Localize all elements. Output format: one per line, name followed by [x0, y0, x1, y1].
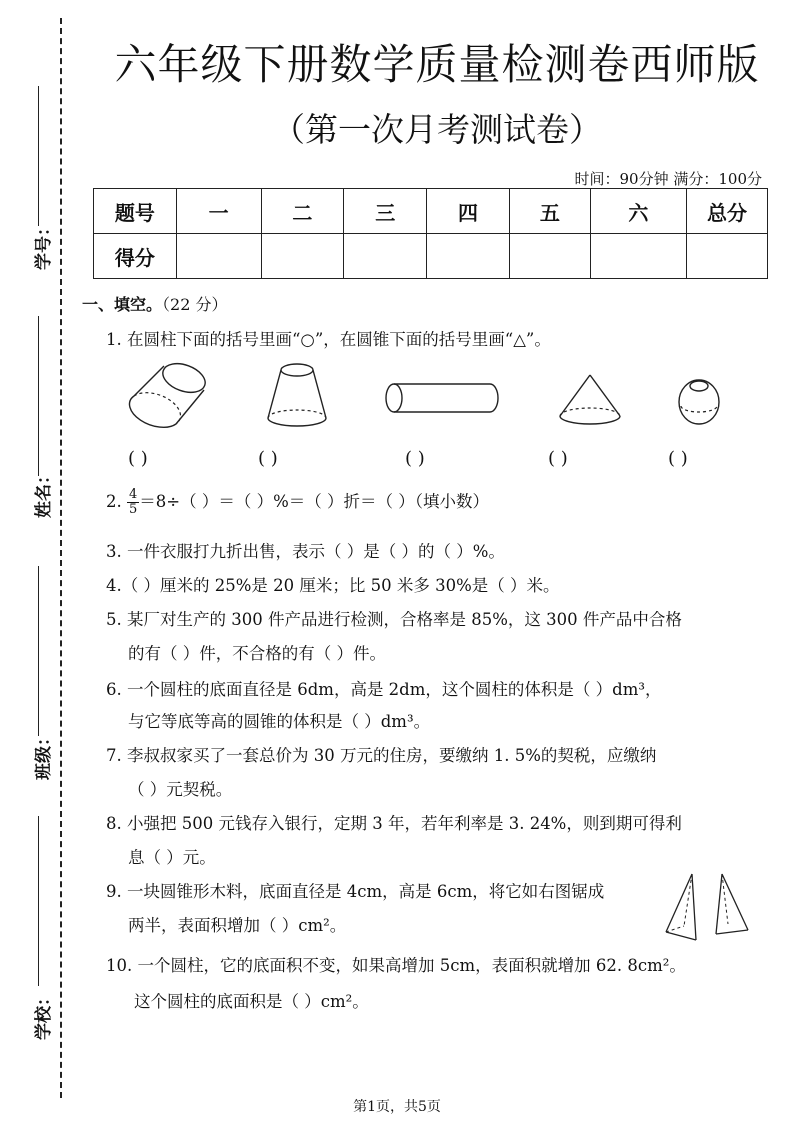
question-8-line-1: 8. 小强把 500 元钱存入银行，定期 3 年，若年利率是 3. 24%，则到期可得利: [106, 814, 682, 833]
page-footer: 第1页，共5页: [353, 1099, 441, 1115]
score-header-cell: 五: [509, 189, 590, 234]
score-cell: [261, 234, 344, 279]
answer-paren-2[interactable]: ( ): [258, 448, 278, 469]
name-line: [38, 316, 39, 476]
score-cell: [509, 234, 590, 279]
score-table-header-row: [94, 189, 768, 234]
score-cell: [590, 234, 686, 279]
score-header-cell: 二: [261, 189, 344, 234]
horizontal-cylinder-figure: [382, 378, 502, 418]
score-header-cell: 六: [590, 189, 686, 234]
question-5-line-1: 5. 某厂对生产的 300 件产品进行检测，合格率是 85%，这 300 件产品中合格: [106, 610, 682, 629]
question-5-line-2: 的有（ ）件，不合格的有（ ）件。: [128, 644, 386, 663]
question-6-line-2: 与它等底等高的圆锥的体积是（ ）dm³。: [128, 712, 431, 731]
page-subtitle: （第一次月考测试卷）: [272, 110, 602, 149]
class-line: [38, 566, 39, 736]
question-4: 4.（ ）厘米的 25%是 20 厘米；比 50 米多 30%是（ ）米。: [106, 576, 560, 595]
question-10-line-2: 这个圆柱的底面积是（ ）cm²。: [134, 992, 369, 1011]
score-header-cell: 题号: [94, 189, 177, 234]
question-6-line-1: 6. 一个圆柱的底面直径是 6dm，高是 2dm，这个圆柱的体积是（ ）dm³，: [106, 680, 662, 699]
page-title: 六年级下册数学质量检测卷西师版: [114, 40, 760, 89]
section-1-title: 一、填空。: [82, 295, 163, 314]
section-1-points: （22 分）: [162, 295, 228, 314]
question-2: [106, 488, 489, 517]
score-table-score-row: [94, 234, 768, 279]
section-1-heading: [82, 292, 227, 315]
question-7-line-2: （ ）元契税。: [128, 780, 233, 799]
question-9-line-2: 两半，表面积增加（ ）cm²。: [128, 916, 347, 935]
class-label: 班级：: [34, 729, 54, 780]
score-header-cell: 三: [344, 189, 427, 234]
question-3: 3. 一件衣服打九折出售，表示（ ）是（ ）的（ ）%。: [106, 542, 505, 561]
score-cell: [687, 234, 768, 279]
score-header-cell: 四: [427, 189, 510, 234]
question-8-line-2: 息（ ）元。: [128, 848, 216, 867]
answer-paren-5[interactable]: ( ): [668, 448, 688, 469]
score-header-cell: 一: [176, 189, 261, 234]
binding-dashed-line: [60, 18, 62, 1098]
score-table: [93, 188, 768, 279]
question-10-line-1: 10. 一个圆柱，它的底面积不变，如果高增加 5cm，表面积就增加 62. 8cm²。: [106, 956, 686, 975]
cone-figure: [556, 372, 624, 430]
question-2-text: ＝8÷（ ）＝（ ）%＝（ ）折＝（ ）（填小数）: [139, 492, 490, 511]
question-1: 1. 在圆柱下面的括号里画“○”，在圆锥下面的括号里画“△”。: [106, 330, 551, 349]
truncated-cone-figure: [262, 360, 332, 430]
score-cell: [344, 234, 427, 279]
split-cone-figure: [662, 870, 754, 942]
answer-paren-4[interactable]: ( ): [548, 448, 568, 469]
question-9-line-1: 9. 一块圆锥形木料，底面直径是 4cm，高是 6cm，将它如右图锯成: [106, 882, 605, 901]
fraction-numerator: 4: [129, 487, 138, 502]
score-row-label: 得分: [94, 234, 177, 279]
answer-paren-1[interactable]: ( ): [128, 448, 148, 469]
fraction-four-fifths: [127, 488, 139, 517]
student-id-label: 学号：: [34, 219, 54, 270]
school-line: [38, 816, 39, 986]
name-label: 姓名：: [34, 467, 54, 518]
question-2-number: 2.: [106, 492, 122, 511]
tilted-cylinder-figure: [124, 356, 214, 436]
score-cell: [176, 234, 261, 279]
question-7-line-1: 7. 李叔叔家买了一套总价为 30 万元的住房，要缴纳 1. 5%的契税，应缴纳: [106, 746, 657, 765]
score-cell: [427, 234, 510, 279]
sphere-like-figure: [674, 372, 724, 428]
exam-meta: 时间：90分钟 满分：100分: [574, 170, 762, 188]
school-label: 学校：: [34, 989, 54, 1040]
answer-paren-3[interactable]: ( ): [405, 448, 425, 469]
fraction-denominator: 5: [129, 502, 138, 517]
student-id-line: [38, 86, 39, 226]
score-header-cell: 总分: [687, 189, 768, 234]
